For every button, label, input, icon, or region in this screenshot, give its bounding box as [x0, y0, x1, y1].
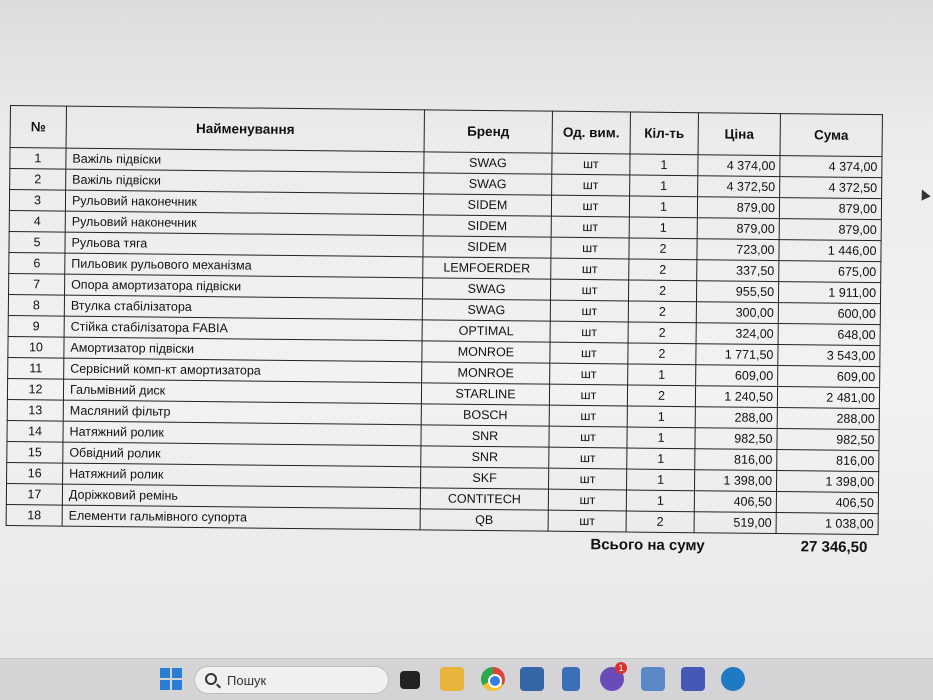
cell-name: Елементи гальмівного супорта	[62, 505, 420, 530]
cell-sum: 2 481,00	[777, 387, 879, 409]
cell-unit: шт	[550, 342, 628, 364]
cell-qty: 1	[627, 427, 695, 449]
cell-num: 14	[7, 420, 63, 442]
search-icon	[205, 673, 217, 685]
cell-unit: шт	[548, 510, 626, 532]
cell-name: Сервісний комп-кт амортизатора	[64, 358, 422, 383]
cell-num: 6	[9, 252, 65, 274]
cell-unit: шт	[552, 174, 630, 196]
cell-qty: 1	[627, 448, 695, 470]
cell-unit: шт	[549, 405, 627, 427]
cell-name: Рульова тяга	[65, 232, 423, 257]
header-qty: Кіл-ть	[630, 112, 698, 155]
cell-price: 609,00	[696, 365, 778, 387]
cell-price: 879,00	[697, 218, 779, 240]
notepad-icon[interactable]	[562, 667, 580, 691]
cell-qty: 2	[627, 385, 695, 407]
cell-sum: 1 038,00	[776, 513, 878, 535]
taskbar-search-input[interactable]	[194, 666, 389, 694]
cell-num: 17	[6, 483, 62, 505]
cell-brand: SWAG	[424, 152, 552, 174]
cell-name: Пильовик рульового механізма	[65, 253, 423, 278]
cell-price: 406,50	[694, 491, 776, 513]
cell-qty: 1	[630, 154, 698, 176]
cell-sum: 675,00	[779, 261, 881, 283]
viber-badge: 1	[615, 662, 627, 674]
file-explorer-icon[interactable]	[440, 667, 464, 691]
cell-qty: 2	[628, 280, 696, 302]
cell-name: Натяжний ролик	[63, 463, 421, 488]
cell-num: 1	[10, 148, 66, 170]
cell-qty: 2	[628, 301, 696, 323]
cell-name: Втулка стабілізатора	[64, 295, 422, 320]
cell-num: 3	[9, 190, 65, 212]
cell-brand: STARLINE	[421, 383, 549, 405]
mouse-cursor-icon	[917, 187, 930, 200]
cell-brand: SWAG	[422, 278, 550, 300]
cell-price: 723,00	[697, 239, 779, 261]
task-view-icon[interactable]	[400, 671, 420, 689]
cell-name: Важіль підвіски	[66, 169, 424, 194]
cell-price: 300,00	[696, 302, 778, 324]
cell-sum: 406,50	[776, 492, 878, 514]
teams-icon[interactable]	[681, 667, 705, 691]
cell-name: Важіль підвіски	[66, 148, 424, 173]
cell-price: 1 771,50	[696, 344, 778, 366]
cell-sum: 879,00	[779, 219, 881, 241]
cell-name: Амортизатор підвіски	[64, 337, 422, 362]
cell-num: 15	[7, 441, 63, 463]
cell-qty: 2	[629, 238, 697, 260]
cell-unit: шт	[550, 279, 628, 301]
cell-name: Доріжковий ремінь	[62, 484, 420, 509]
cell-sum: 4 372,50	[780, 177, 882, 199]
cell-price: 4 374,00	[698, 155, 780, 177]
header-sum: Сума	[780, 114, 882, 157]
cell-num: 9	[8, 315, 64, 337]
cell-brand: MONROE	[422, 341, 550, 363]
cell-unit: шт	[549, 426, 627, 448]
cell-unit: шт	[551, 237, 629, 259]
cell-brand: SNR	[421, 425, 549, 447]
cell-brand: BOSCH	[421, 404, 549, 426]
cell-qty: 2	[629, 259, 697, 281]
cell-unit: шт	[550, 363, 628, 385]
header-price: Ціна	[698, 113, 780, 156]
chrome-icon[interactable]	[481, 667, 505, 691]
cell-name: Стійка стабілізатора FABIA	[64, 316, 422, 341]
cell-qty: 2	[626, 511, 694, 533]
cell-num: 5	[9, 231, 65, 253]
cell-price: 1 240,50	[695, 386, 777, 408]
cell-price: 324,00	[696, 323, 778, 345]
cell-name: Рульовий наконечник	[65, 190, 423, 215]
cell-brand: SIDEM	[423, 236, 551, 258]
cell-price: 1 398,00	[694, 470, 776, 492]
total-value: 27 346,50	[800, 538, 868, 557]
cell-sum: 288,00	[777, 408, 879, 430]
cell-price: 288,00	[695, 407, 777, 429]
cell-name: Рульовий наконечник	[65, 211, 423, 236]
cell-num: 4	[9, 210, 65, 232]
cell-sum: 4 374,00	[780, 156, 882, 178]
cell-unit: шт	[551, 258, 629, 280]
cell-sum: 1 398,00	[776, 471, 878, 493]
cell-brand: SNR	[421, 446, 549, 468]
cell-sum: 816,00	[777, 450, 879, 472]
cell-num: 18	[6, 504, 62, 526]
cell-qty: 1	[627, 469, 695, 491]
cell-unit: шт	[549, 468, 627, 490]
cell-price: 519,00	[694, 512, 776, 534]
cell-qty: 1	[630, 175, 698, 197]
cell-unit: шт	[549, 384, 627, 406]
cell-unit: шт	[548, 489, 626, 511]
cell-sum: 600,00	[778, 303, 880, 325]
cell-qty: 1	[627, 406, 695, 428]
table-body	[6, 148, 882, 535]
cell-price: 879,00	[697, 197, 779, 219]
total-label: Всього на суму	[590, 536, 705, 555]
cell-price: 955,50	[696, 281, 778, 303]
cell-name: Обвідний ролик	[63, 442, 421, 467]
header-brand: Бренд	[424, 110, 552, 153]
cell-unit: шт	[551, 195, 629, 217]
cell-price: 337,50	[697, 260, 779, 282]
cell-brand: SWAG	[424, 173, 552, 195]
cell-qty: 1	[626, 490, 694, 512]
cell-price: 816,00	[695, 449, 777, 471]
cell-sum: 3 543,00	[778, 345, 880, 367]
cell-num: 12	[7, 378, 63, 400]
edge-icon[interactable]	[721, 667, 745, 691]
cell-name: Масляний фільтр	[63, 400, 421, 425]
cell-sum: 648,00	[778, 324, 880, 346]
cell-sum: 1 446,00	[779, 240, 881, 262]
cell-brand: OPTIMAL	[422, 320, 550, 342]
cell-sum: 879,00	[779, 198, 881, 220]
app-icon[interactable]	[520, 667, 544, 691]
header-unit: Од. вим.	[552, 111, 630, 154]
header-name: Найменування	[66, 106, 424, 152]
cell-brand: LEMFOERDER	[423, 257, 551, 279]
cell-sum: 609,00	[778, 366, 880, 388]
cell-num: 11	[8, 357, 64, 379]
cell-brand: SIDEM	[423, 194, 551, 216]
cell-name: Гальмівний диск	[63, 379, 421, 404]
cell-brand: SWAG	[422, 299, 550, 321]
cell-qty: 2	[628, 343, 696, 365]
cell-brand: SKF	[421, 467, 549, 489]
invoice-sheet	[5, 105, 882, 561]
cell-price: 982,50	[695, 428, 777, 450]
parts-table	[6, 105, 883, 535]
cell-name: Опора амортизатора підвіски	[65, 274, 423, 299]
cell-qty: 1	[628, 364, 696, 386]
cell-unit: шт	[552, 153, 630, 175]
header-num: №	[10, 106, 66, 149]
cell-qty: 1	[629, 196, 697, 218]
cell-num: 8	[8, 294, 64, 316]
cell-unit: шт	[549, 447, 627, 469]
cell-num: 10	[8, 336, 64, 358]
cell-name: Натяжний ролик	[63, 421, 421, 446]
cell-num: 2	[10, 169, 66, 191]
cell-price: 4 372,50	[698, 176, 780, 198]
start-icon[interactable]	[160, 668, 182, 690]
cell-brand: QB	[420, 509, 548, 531]
snipping-tool-icon[interactable]	[641, 667, 665, 691]
cell-unit: шт	[550, 300, 628, 322]
cell-num: 7	[9, 273, 65, 295]
cell-brand: MONROE	[422, 362, 550, 384]
taskbar	[0, 658, 933, 700]
cell-sum: 1 911,00	[778, 282, 880, 304]
cell-num: 16	[7, 462, 63, 484]
cell-qty: 1	[629, 217, 697, 239]
cell-unit: шт	[550, 321, 628, 343]
search-placeholder: Пошук	[227, 673, 267, 688]
cell-brand: SIDEM	[423, 215, 551, 237]
cell-unit: шт	[551, 216, 629, 238]
cell-brand: CONTITECH	[420, 488, 548, 510]
cell-qty: 2	[628, 322, 696, 344]
cell-sum: 982,50	[777, 429, 879, 451]
cell-num: 13	[7, 399, 63, 421]
